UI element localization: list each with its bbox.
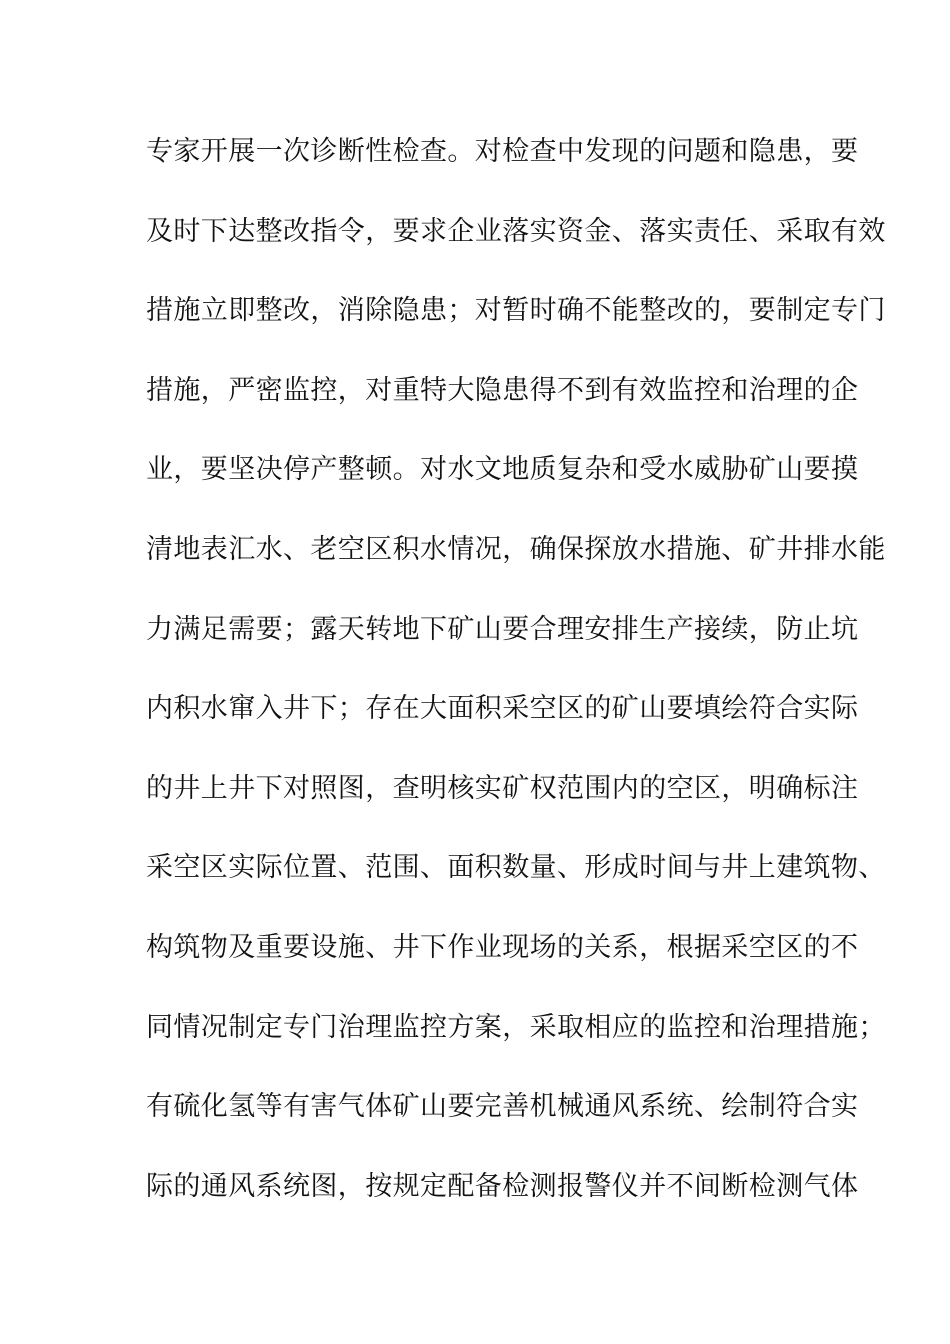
text-line: 力满足需要；露天转地下矿山要合理安排生产接续，防止坑 xyxy=(146,613,859,645)
text-line: 构筑物及重要设施、井下作业现场的关系，根据采空区的不 xyxy=(146,931,859,963)
text-line: 业，要坚决停产整顿。对水文地质复杂和受水威胁矿山要摸 xyxy=(146,454,859,486)
text-line: 采空区实际位置、范围、面积数量、形成时间与井上建筑物、 xyxy=(146,852,886,884)
text-line: 及时下达整改指令，要求企业落实资金、落实责任、采取有效 xyxy=(146,215,886,247)
text-line: 际的通风系统图，按规定配备检测报警仪并不间断检测气体 xyxy=(146,1170,859,1202)
text-line: 清地表汇水、老空区积水情况，确保探放水措施、矿井排水能 xyxy=(146,533,886,565)
body-paragraph xyxy=(146,128,886,1242)
text-line: 专家开展一次诊断性检查。对检查中发现的问题和隐患，要 xyxy=(146,136,859,167)
text-line: 措施，严密监控，对重特大隐患得不到有效监控和治理的企 xyxy=(146,374,859,406)
text-line: 的井上井下对照图，查明核实矿权范围内的空区，明确标注 xyxy=(146,772,859,804)
text-line: 措施立即整改，消除隐患；对暂时确不能整改的，要制定专门 xyxy=(146,295,886,327)
text-line: 有硫化氢等有害气体矿山要完善机械通风系统、绘制符合实 xyxy=(146,1091,859,1123)
text-line: 内积水窜入井下；存在大面积采空区的矿山要填绘符合实际 xyxy=(146,693,859,725)
text-line: 同情况制定专门治理监控方案，采取相应的监控和治理措施； xyxy=(146,1011,886,1043)
